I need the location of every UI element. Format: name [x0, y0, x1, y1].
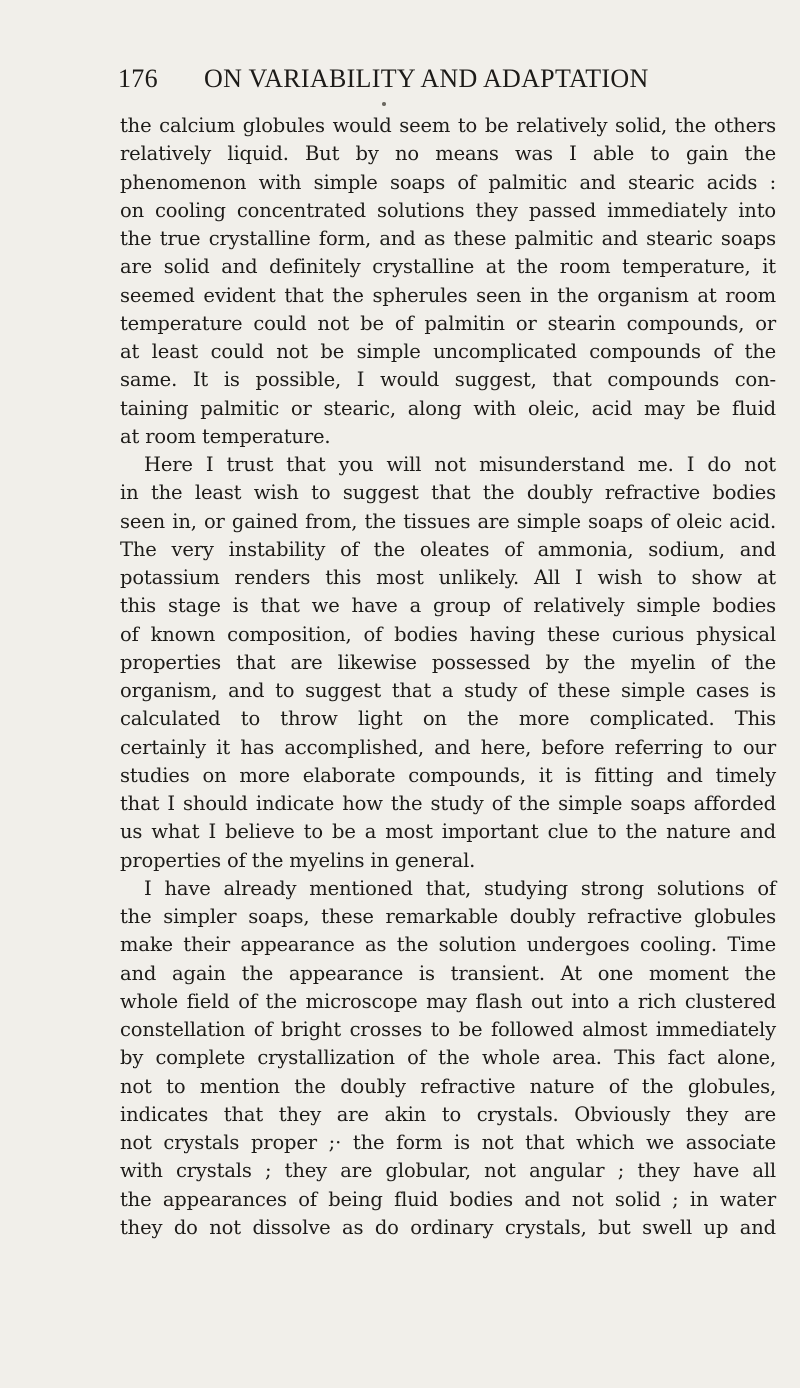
- text-line: the appearances of being fluid bodies and not solid ; in water: [120, 1187, 776, 1211]
- running-head: [118, 64, 780, 98]
- text-line: the calcium globules would seem to be relatively solid, the others: [120, 114, 776, 137]
- text-line: The very instability of the oleates of ammonia, sodium, and: [120, 537, 776, 561]
- text-line: in the least wish to suggest that the doubly refractive bodies: [120, 481, 776, 505]
- text-line: not crystals proper ;· the form is not that which we associate: [120, 1131, 776, 1154]
- text-line: the simpler soaps, these remarkable doubly refractive globules: [120, 905, 776, 928]
- text-line: certainly it has accomplished, and here, before referring to our: [120, 735, 776, 759]
- text-line: organism, and to suggest that a study of these simple cases is: [120, 679, 776, 702]
- text-line: us what I believe to be a most important clue to the nature and: [120, 820, 776, 844]
- text-line: not to mention the doubly refractive nature of the globules,: [120, 1074, 776, 1098]
- text-line: relatively liquid. But by no means was I able to gain the: [120, 142, 776, 166]
- print-speck: [382, 102, 386, 106]
- text-line: indicates that they are akin to crystals. Obviously they are: [120, 1102, 776, 1126]
- text-line: taining palmitic or stearic, along with oleic, acid may be fluid: [120, 396, 776, 420]
- text-line: of known composition, of bodies having these curious physical: [120, 622, 776, 646]
- text-line: and again the appearance is transient. At one moment the: [120, 961, 776, 985]
- body-text: [120, 112, 776, 1242]
- running-title: ON VARIABILITY AND ADAPTATION: [204, 64, 649, 93]
- text-line: properties that are likewise possessed by the myelin of the: [120, 650, 776, 674]
- page-number: 176: [118, 64, 158, 93]
- text-line: same. It is possible, I would suggest, that compounds con-: [120, 368, 776, 392]
- text-line: are solid and definitely crystalline at the room temperature, it: [120, 255, 776, 279]
- text-line: at room temperature.: [120, 424, 331, 448]
- text-line: calculated to throw light on the more complicated. This: [120, 707, 776, 731]
- text-line: the true crystalline form, and as these palmitic and stearic soaps: [120, 227, 776, 250]
- text-line: phenomenon with simple soaps of palmitic and stearic acids :: [120, 170, 776, 194]
- text-line: constellation of bright crosses to be followed almost immediately: [120, 1018, 776, 1041]
- text-line: potassium renders this most unlikely. All I wish to show at: [120, 566, 776, 589]
- text-line: temperature could not be of palmitin or stearin compounds, or: [120, 311, 776, 335]
- text-line: seemed evident that the spherules seen in the organism at room: [120, 283, 776, 307]
- text-line: by complete crystallization of the whole area. This fact alone,: [120, 1046, 776, 1070]
- text-line: Here I trust that you will not misunderstand me. I do not: [144, 453, 776, 476]
- text-line: that I should indicate how the study of the simple soaps afforded: [120, 792, 776, 815]
- text-line: studies on more elaborate compounds, it is fitting and timely: [120, 763, 776, 787]
- text-line: I have already mentioned that, studying strong solutions of: [144, 876, 776, 900]
- text-line: they do not dissolve as do ordinary crystals, but swell up and: [120, 1215, 776, 1239]
- text-line: make their appearance as the solution undergoes cooling. Time: [120, 933, 776, 957]
- text-line: at least could not be simple uncomplicated compounds of the: [120, 340, 776, 363]
- text-line: properties of the myelins in general.: [120, 848, 476, 872]
- text-line: seen in, or gained from, the tissues are simple soaps of oleic acid.: [120, 509, 776, 533]
- text-line: whole field of the microscope may flash out into a rich clustered: [120, 989, 776, 1013]
- text-line: this stage is that we have a group of relatively simple bodies: [120, 594, 776, 618]
- text-line: with crystals ; they are globular, not angular ; they have all: [120, 1159, 776, 1183]
- text-line: on cooling concentrated solutions they passed immediately into: [120, 198, 776, 222]
